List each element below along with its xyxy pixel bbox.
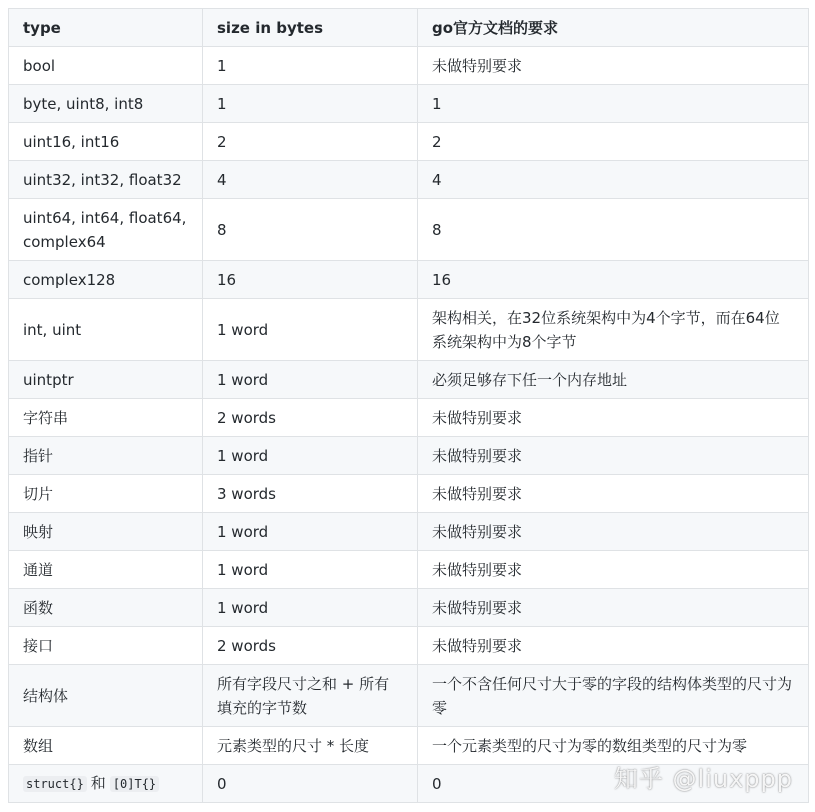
type-size-table xyxy=(8,8,809,803)
table-row xyxy=(9,123,809,161)
table-row xyxy=(9,665,809,727)
code-struct-empty: struct{} xyxy=(23,776,87,792)
cell-size: 0 xyxy=(203,765,418,803)
cell-type: int, uint xyxy=(9,299,203,361)
cell-size: 1 xyxy=(203,47,418,85)
cell-requirement: 架构相关，在32位系统架构中为4个字节，而在64位系统架构中为8个字节 xyxy=(418,299,809,361)
table-row xyxy=(9,551,809,589)
cell-type xyxy=(9,765,203,803)
and-text: 和 xyxy=(90,774,106,792)
cell-requirement: 未做特别要求 xyxy=(418,513,809,551)
table-row xyxy=(9,437,809,475)
cell-size: 3 words xyxy=(203,475,418,513)
cell-requirement: 2 xyxy=(418,123,809,161)
cell-type: 切片 xyxy=(9,475,203,513)
cell-type: uint16, int16 xyxy=(9,123,203,161)
cell-type: 指针 xyxy=(9,437,203,475)
cell-type: 字符串 xyxy=(9,399,203,437)
cell-requirement: 一个元素类型的尺寸为零的数组类型的尺寸为零 xyxy=(418,727,809,765)
table-row xyxy=(9,199,809,261)
cell-requirement: 16 xyxy=(418,261,809,299)
cell-type: 接口 xyxy=(9,627,203,665)
cell-type: 通道 xyxy=(9,551,203,589)
table-row xyxy=(9,475,809,513)
cell-size: 4 xyxy=(203,161,418,199)
header-type: type xyxy=(9,9,203,47)
table-row xyxy=(9,299,809,361)
table-row xyxy=(9,589,809,627)
cell-requirement: 必须足够存下任一个内存地址 xyxy=(418,361,809,399)
table-row xyxy=(9,513,809,551)
cell-size: 1 word xyxy=(203,589,418,627)
cell-size: 1 xyxy=(203,85,418,123)
header-row xyxy=(9,9,809,47)
cell-requirement: 未做特别要求 xyxy=(418,551,809,589)
cell-type: uint64, int64, float64, complex64 xyxy=(9,199,203,261)
cell-requirement: 8 xyxy=(418,199,809,261)
cell-size: 1 word xyxy=(203,361,418,399)
cell-type: complex128 xyxy=(9,261,203,299)
cell-type: uintptr xyxy=(9,361,203,399)
cell-requirement: 未做特别要求 xyxy=(418,627,809,665)
cell-size: 2 words xyxy=(203,627,418,665)
cell-size: 8 xyxy=(203,199,418,261)
table-row xyxy=(9,161,809,199)
cell-requirement: 4 xyxy=(418,161,809,199)
cell-size: 1 word xyxy=(203,551,418,589)
cell-type: 映射 xyxy=(9,513,203,551)
code-zero-array: [0]T{} xyxy=(110,776,159,792)
cell-size: 1 word xyxy=(203,299,418,361)
header-size: size in bytes xyxy=(203,9,418,47)
cell-requirement: 1 xyxy=(418,85,809,123)
cell-type: 结构体 xyxy=(9,665,203,727)
cell-type: bool xyxy=(9,47,203,85)
cell-requirement: 未做特别要求 xyxy=(418,475,809,513)
cell-size: 1 word xyxy=(203,513,418,551)
table-body xyxy=(9,47,809,803)
cell-size: 1 word xyxy=(203,437,418,475)
table-row xyxy=(9,261,809,299)
cell-size: 2 words xyxy=(203,399,418,437)
cell-type: 数组 xyxy=(9,727,203,765)
cell-size: 元素类型的尺寸 * 长度 xyxy=(203,727,418,765)
cell-size: 16 xyxy=(203,261,418,299)
table-header xyxy=(9,9,809,47)
cell-type: byte, uint8, int8 xyxy=(9,85,203,123)
cell-size: 所有字段尺寸之和 + 所有填充的字节数 xyxy=(203,665,418,727)
table-row xyxy=(9,399,809,437)
cell-requirement: 未做特别要求 xyxy=(418,589,809,627)
cell-requirement: 未做特别要求 xyxy=(418,47,809,85)
table-row xyxy=(9,85,809,123)
cell-requirement: 0 xyxy=(418,765,809,803)
cell-type: 函数 xyxy=(9,589,203,627)
header-requirement: go官方文档的要求 xyxy=(418,9,809,47)
watermark: 知乎 @liuxppp xyxy=(613,765,793,793)
cell-requirement: 未做特别要求 xyxy=(418,399,809,437)
cell-size: 2 xyxy=(203,123,418,161)
cell-requirement: 一个不含任何尺寸大于零的字段的结构体类型的尺寸为零 xyxy=(418,665,809,727)
table-row xyxy=(9,47,809,85)
table-row xyxy=(9,627,809,665)
cell-type: uint32, int32, float32 xyxy=(9,161,203,199)
cell-requirement: 未做特别要求 xyxy=(418,437,809,475)
table-row xyxy=(9,361,809,399)
